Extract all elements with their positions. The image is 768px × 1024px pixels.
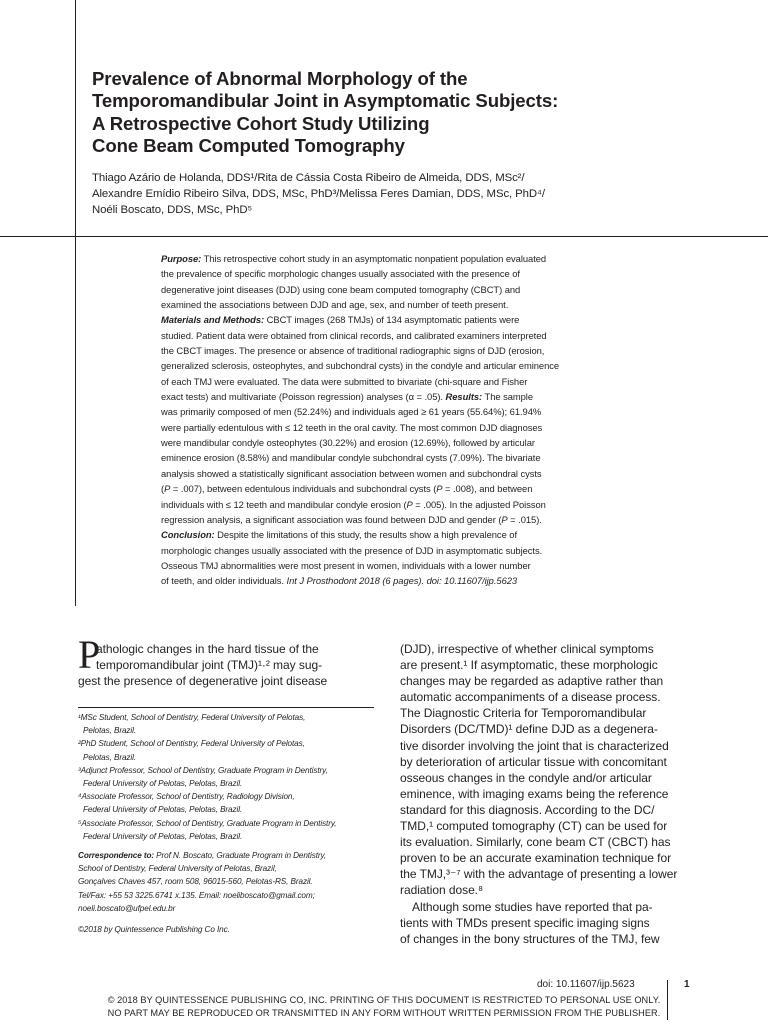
- affiliation-footnotes: [78, 711, 378, 843]
- title-line: A Retrospective Cohort Study Utilizing: [92, 112, 430, 134]
- correspondence-line: School of Dentistry, Federal University of Pelotas, Brazil,: [78, 864, 277, 874]
- footnote-line: Federal University of Pelotas, Pelotas, Brazil.: [83, 805, 243, 815]
- abstract-text: = .008), and between: [442, 483, 533, 495]
- header-vertical-rule: [75, 0, 76, 236]
- body-line: standard for this diagnosis. According to the DC/: [400, 802, 655, 817]
- abstract-line: studied. Patient data were obtained from clinical records, and calibrated examiners interpreted: [161, 329, 547, 341]
- correspondence-line: [78, 849, 378, 862]
- abstract-text: This retrospective cohort study in an asymptomatic nonpatient population evaluated: [201, 253, 547, 264]
- body-line: eminence, with imaging exams being the reference: [400, 786, 669, 801]
- footnote-line: Federal University of Pelotas, Pelotas, Brazil.: [83, 831, 243, 841]
- correspondence: [78, 849, 378, 915]
- body-line: tive disorder involving the joint that is characterized: [400, 738, 669, 753]
- body-line: of changes in the bony structures of the TMJ, few: [400, 931, 660, 946]
- abstract-line: the CBCT images. The presence or absence of traditional radiographic signs of DJD (erosion,: [161, 345, 545, 357]
- footer-doi: doi: 10.11607/ijp.5623: [537, 979, 635, 990]
- left-column-body: [78, 632, 372, 689]
- correspondence-label: Correspondence to:: [78, 851, 154, 860]
- abstract-line: [161, 497, 631, 512]
- body-line: (DJD), irrespective of whether clinical symptoms: [400, 642, 654, 656]
- abstract-line: [161, 512, 631, 527]
- abstract-text: = .015).: [507, 513, 542, 525]
- body-line: automatic accompaniments of a disease process.: [400, 690, 661, 705]
- body-line: radiation dose.⁸: [400, 883, 483, 898]
- abstract-vertical-rule: [75, 236, 76, 606]
- body-line: its evaluation. Similarly, cone beam CT (CBCT) has: [400, 835, 671, 850]
- body-line: by deterioration of articular tissue with concomitant: [400, 754, 667, 769]
- right-column-body: [400, 641, 694, 947]
- title-line: Temporomandibular Joint in Asymptomatic Subjects:: [92, 90, 559, 112]
- abstract-line: [161, 527, 631, 542]
- footnote-line: Pelotas, Brazil.: [83, 752, 137, 762]
- results-label: Results:: [445, 391, 483, 403]
- body-line: proven to be an accurate examination technique for: [400, 851, 672, 866]
- abstract-line: generalized sclerosis, osteophytes, and subchondral cysts) in the condyle and articular eminence: [161, 360, 560, 372]
- conclusion-label: Conclusion:: [161, 529, 215, 541]
- author-list: [92, 170, 712, 218]
- header-horizontal-rule: [0, 236, 768, 237]
- legal-notice-line: © 2018 BY QUINTESSENCE PUBLISHING CO, INC. PRINTING OF THIS DOCUMENT IS RESTRICTED TO PERSONAL USE ONLY.: [107, 995, 661, 1005]
- p-value-symbol: P: [501, 513, 508, 525]
- footnote-line: ²PhD Student, School of Dentistry, Federal University of Pelotas,: [78, 739, 305, 749]
- body-line: osseous changes in the condyle and/or articular: [400, 770, 652, 785]
- footnote-line: ³Adjunct Professor, School of Dentistry, Graduate Program in Dentistry,: [78, 765, 328, 775]
- correspondence-line: Gonçalves Chaves 457, room 508, 96015-560, Pelotas-RS, Brazil.: [78, 877, 313, 887]
- abstract-line: [161, 389, 631, 404]
- body-line: changes may be regarded as adaptive rather than: [400, 674, 664, 689]
- abstract-line: were partially edentulous with ≤ 12 teeth in the oral cavity. The most common DJD diagnoses: [161, 421, 543, 433]
- body-line: tients with TMDs present specific imaging signs: [400, 915, 650, 930]
- body-line: temporomandibular joint (TMJ)¹·² may sug-: [96, 658, 323, 673]
- abstract-line: morphologic changes usually associated with the presence of DJD in asymptomatic subjects.: [161, 544, 543, 556]
- abstract-text: (: [161, 483, 165, 495]
- abstract-line: eminence erosion (8.58%) and mandibular condyle subchondral cysts (7.09%). The bivariate: [161, 452, 541, 464]
- abstract-text: = .007), between edentulous individuals and subchondral cysts (: [170, 483, 437, 495]
- abstract-line: [161, 251, 631, 266]
- body-line: athologic changes in the hard tissue of the: [96, 642, 319, 656]
- footnote-line: Federal University of Pelotas, Pelotas, Brazil.: [83, 779, 243, 789]
- p-value-symbol: P: [164, 483, 171, 495]
- abstract-line: was primarily composed of men (52.24%) and individuals aged ≥ 61 years (55.64%); 61.94%: [161, 406, 542, 418]
- page-number: 1: [684, 979, 690, 990]
- title-line: Prevalence of Abnormal Morphology of the: [92, 68, 468, 89]
- abstract-text: Despite the limitations of this study, the results show a high prevalence of: [214, 529, 518, 541]
- abstract-line: analysis showed a statistically significant association between women and subchondral cysts: [161, 467, 542, 479]
- footnote-rule: [78, 707, 374, 708]
- abstract-line: Osseous TMJ abnormalities were most present in women, individuals with a lower number: [161, 559, 531, 571]
- abstract-text: individuals with ≤ 12 teeth and mandibular condyle erosion (: [161, 498, 407, 510]
- author-line: Alexandre Emídio Ribeiro Silva, DDS, MSc, PhD³/Melissa Feres Damian, DDS, MSc, PhD⁴/: [92, 188, 545, 200]
- abstract: [161, 251, 631, 589]
- p-value-symbol: P: [406, 498, 413, 510]
- correspondence-line: noeli.boscato@ufpel.edu.br: [78, 903, 176, 913]
- citation: Int J Prosthodont 2018 (6 pages). doi: 10.11607/ijp.5623: [286, 575, 518, 587]
- p-value-symbol: P: [436, 483, 443, 495]
- abstract-line: degenerative joint diseases (DJD) using cone beam computed tomography (CBCT) and: [161, 283, 521, 295]
- body-line: are present.¹ If asymptomatic, these morphologic: [400, 658, 658, 673]
- correspondence-line: Tel/Fax: +55 53 3225.6741 x.135. Email: noeliboscato@gmail.com;: [78, 890, 315, 900]
- abstract-line: the prevalence of specific morphologic changes usually associated with the presence of: [161, 268, 520, 280]
- abstract-text: exact tests) and multivariate (Poisson regression) analyses (α = .05).: [161, 391, 446, 403]
- drop-cap: P: [78, 632, 101, 677]
- correspondence-text: Prof N. Boscato, Graduate Program in Dentistry,: [154, 851, 327, 860]
- footnote-line: Pelotas, Brazil.: [83, 726, 137, 736]
- abstract-text: regression analysis, a significant association was found between DJD and gender (: [161, 513, 502, 525]
- body-line: The Diagnostic Criteria for Temporomandibular: [400, 706, 647, 721]
- abstract-line: of each TMJ were evaluated. The data were submitted to bivariate (chi-square and Fisher: [161, 375, 528, 387]
- abstract-line: [161, 312, 631, 327]
- abstract-line: were mandibular condyle osteophytes (30.22%) and erosion (12.69%), followed by articular: [161, 437, 535, 449]
- title-line: Cone Beam Computed Tomography: [92, 135, 405, 157]
- abstract-line: [161, 573, 631, 588]
- abstract-text: of teeth, and older individuals.: [161, 575, 287, 587]
- copyright-notice: ©2018 by Quintessence Publishing Co Inc.: [78, 925, 230, 934]
- abstract-text: CBCT images (268 TMJs) of 134 asymptomatic patients were: [264, 314, 520, 326]
- footnote-line: ⁴Associate Professor, School of Dentistry, Radiology Division,: [78, 792, 295, 802]
- legal-notice-line: NO PART MAY BE REPRODUCED OR TRANSMITTED IN ANY FORM WITHOUT WRITTEN PERMISSION FROM THE PUBLISHER.: [107, 1008, 661, 1018]
- body-line: TMD,¹ computed tomography (CT) can be used for: [400, 819, 668, 834]
- abstract-text: The sample: [482, 391, 534, 403]
- abstract-line: [161, 481, 631, 496]
- body-line: gest the presence of degenerative joint disease: [78, 674, 328, 689]
- intro-paragraph: [78, 632, 372, 689]
- author-line: Noéli Boscato, DDS, MSc, PhD⁵: [92, 204, 253, 216]
- body-line: Disorders (DC/TMD)¹ define DJD as a degenera-: [400, 722, 658, 737]
- purpose-label: Purpose:: [161, 253, 202, 264]
- author-line: Thiago Azário de Holanda, DDS¹/Rita de Cássia Costa Ribeiro de Almeida, DDS, MSc²/: [92, 172, 525, 184]
- footnote-line: ⁵Associate Professor, School of Dentistry, Graduate Program in Dentistry,: [78, 818, 337, 828]
- body-line: the TMJ,³⁻⁷ with the advantage of presenting a lower: [400, 867, 678, 882]
- methods-label: Materials and Methods:: [161, 314, 265, 326]
- abstract-line: examined the associations between DJD and age, sex, and number of teeth present.: [161, 299, 509, 311]
- footnote-line: ¹MSc Student, School of Dentistry, Federal University of Pelotas,: [78, 713, 306, 722]
- article-title: [92, 68, 692, 158]
- body-line: Although some studies have reported that pa-: [412, 899, 653, 914]
- abstract-text: = .005). In the adjusted Poisson: [412, 498, 546, 510]
